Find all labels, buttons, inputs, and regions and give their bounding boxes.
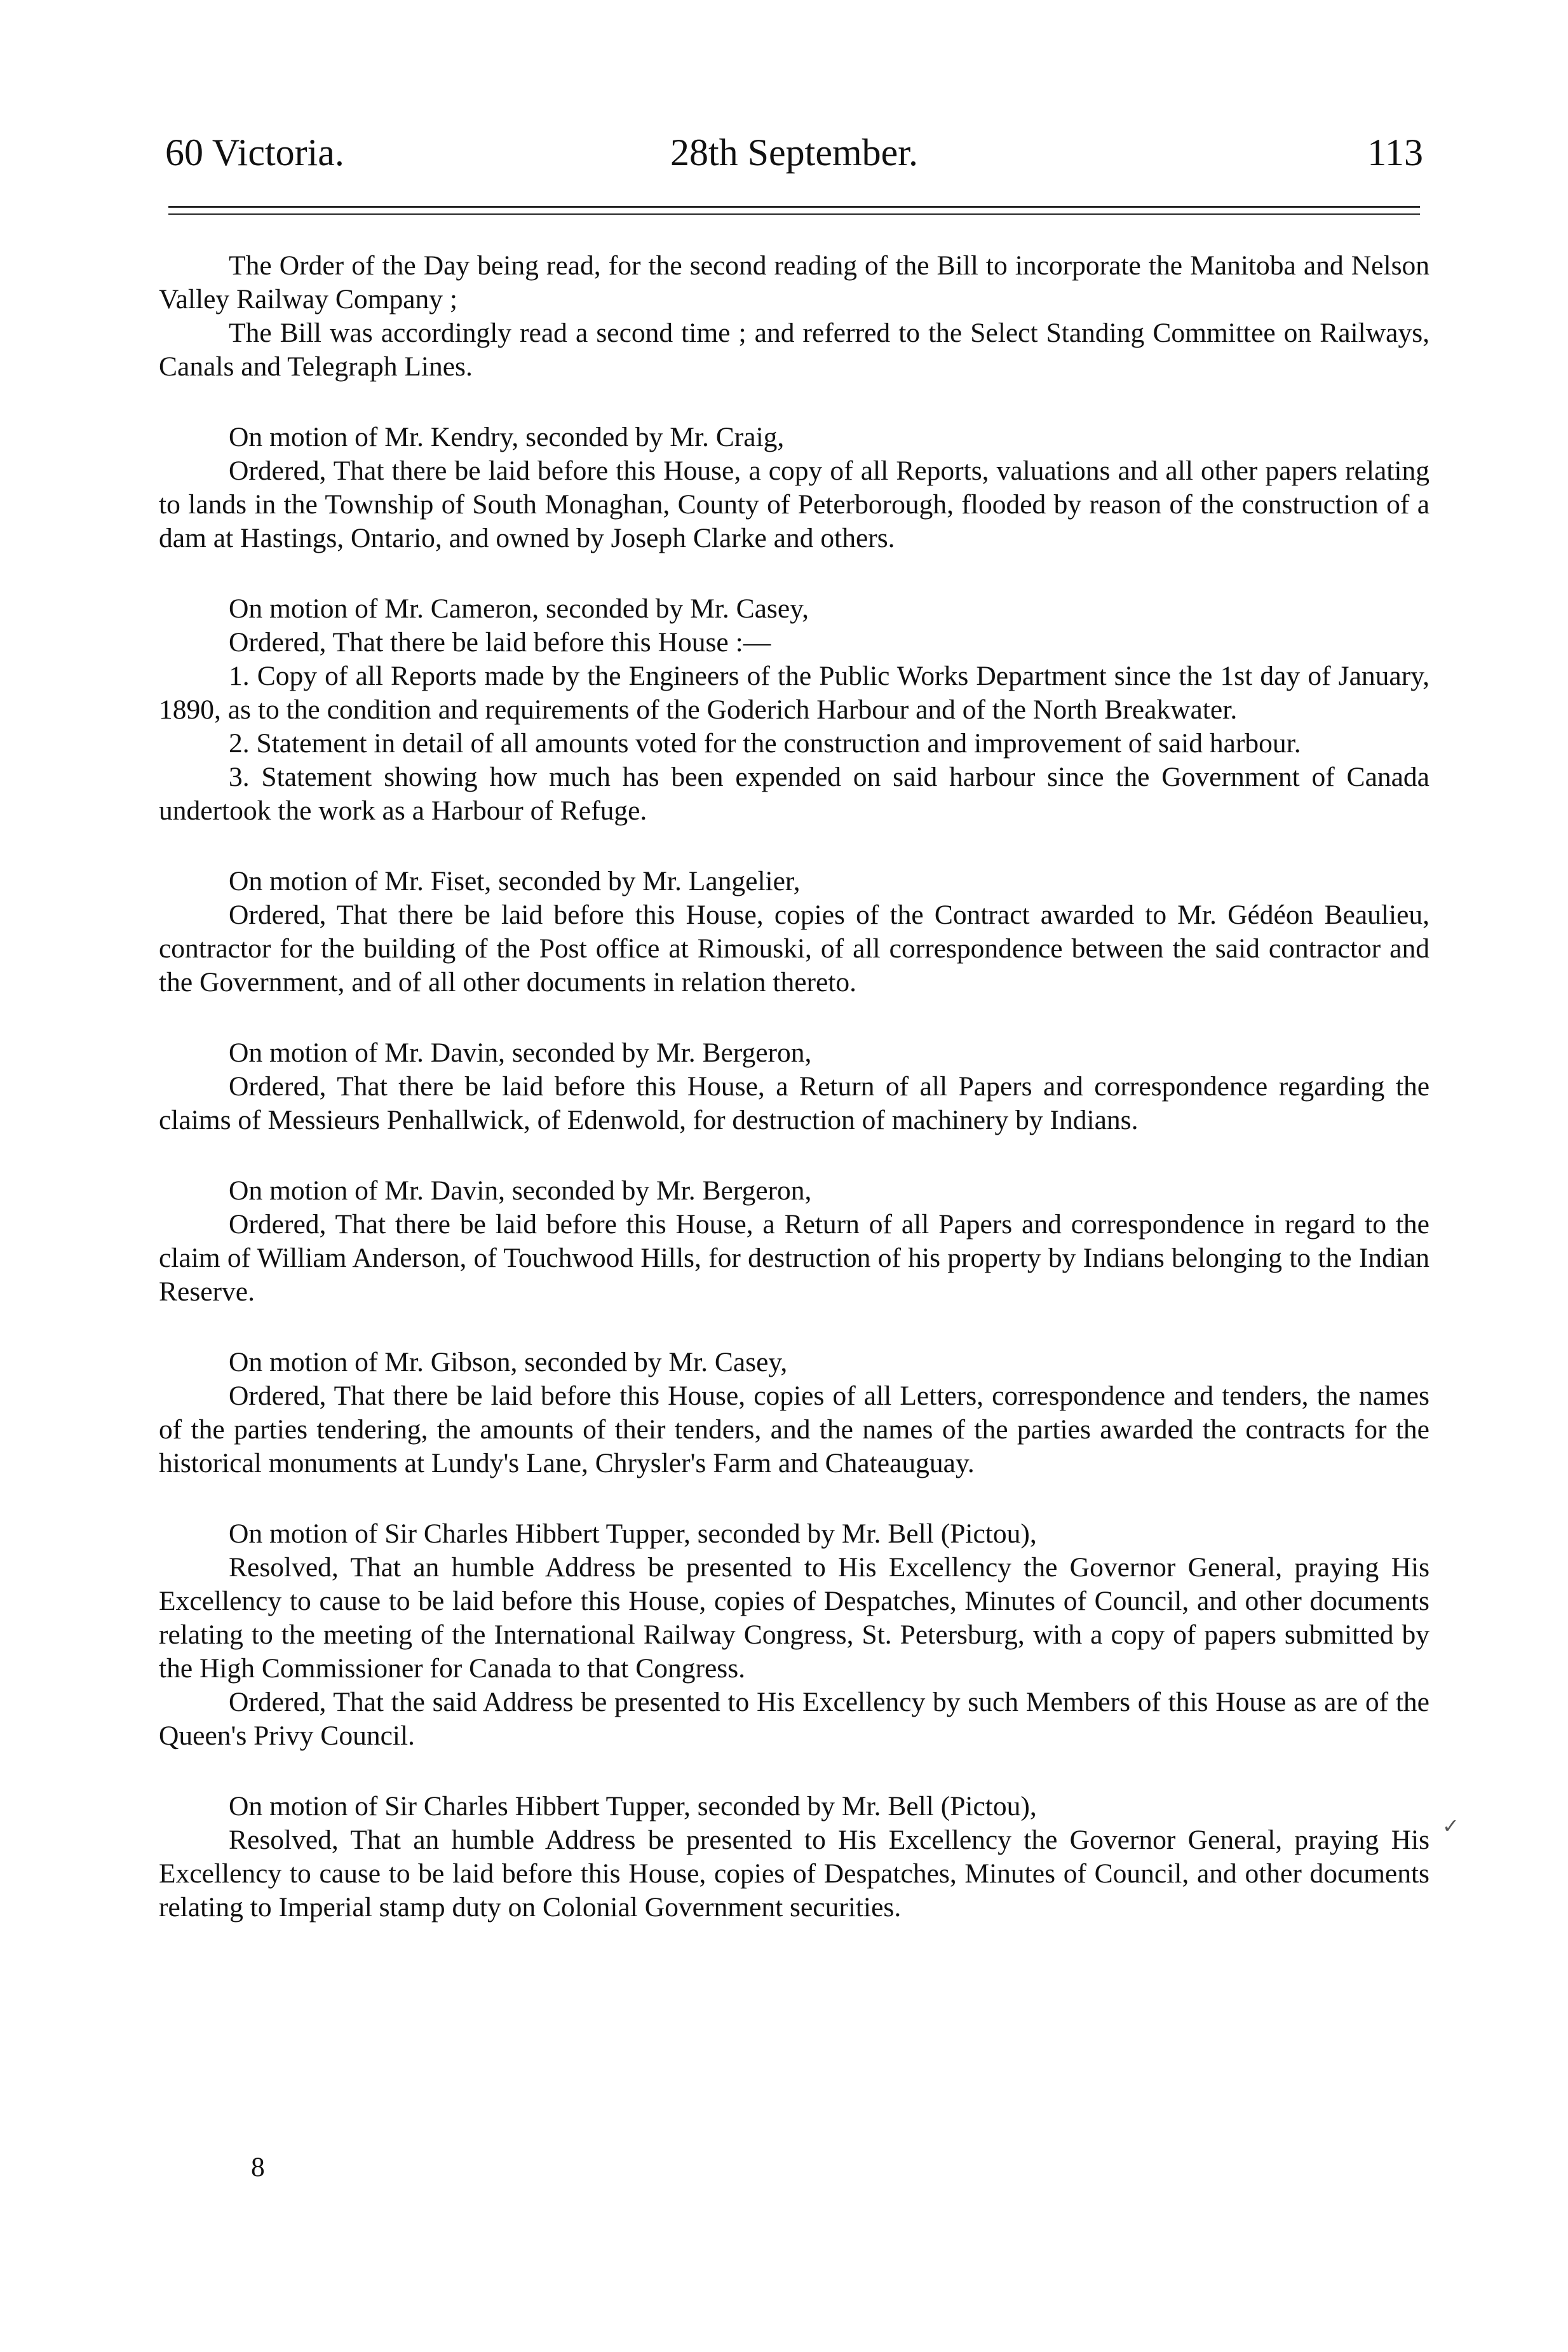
motion-line: On motion of Mr. Cameron, seconded by Mr. Casey,: [229, 593, 809, 624]
document-page: [159, 0, 1429, 2352]
entry-paragraph: The Bill was accordingly read a second time ; and referred to the Select Standing Committee on Railways, Canals and Telegraph Lines.: [159, 318, 1429, 382]
page-number: 113: [1367, 132, 1423, 173]
journal-entry: [159, 1036, 1429, 1137]
motion-line: On motion of Mr. Kendry, seconded by Mr. Craig,: [229, 422, 785, 452]
margin-tick-mark: ✓: [1442, 1814, 1459, 1838]
journal-entry: [159, 1346, 1429, 1480]
date-heading: 28th September.: [670, 132, 918, 173]
journal-entry: [159, 592, 1429, 828]
entry-paragraph: Ordered, That there be laid before this House, a Return of all Papers and correspondence regarding the claims of Messieurs Penhallwick, of Edenwold, for destruction of machinery by Indians.: [159, 1071, 1429, 1135]
motion-line: On motion of Mr. Fiset, seconded by Mr. Langelier,: [229, 866, 801, 896]
entry-paragraph: Ordered, That there be laid before this House, copies of the Contract awarded to Mr. Gédéon Beaulieu, contractor for the building of the Post office at Rimouski, of all correspondence between the said contractor and the Government, and of all other documents in relation thereto.: [159, 900, 1429, 997]
journal-entry: [159, 1790, 1429, 1924]
journal-entry: [159, 421, 1429, 555]
motion-line: On motion of Sir Charles Hibbert Tupper, seconded by Mr. Bell (Pictou),: [229, 1791, 1037, 1821]
entry-paragraph: 3. Statement showing how much has been expended on said harbour since the Government of Canada undertook the work as a Harbour of Refuge.: [159, 762, 1429, 826]
entry-paragraph: Ordered, That there be laid before this House, a copy of all Reports, valuations and all other papers relating to lands in the Township of South Monaghan, County of Peterborough, flooded by reason of the construction of a dam at Hastings, Ontario, and owned by Joseph Clarke and others.: [159, 456, 1429, 553]
journal-entry: [159, 865, 1429, 999]
motion-line: On motion of Mr. Davin, seconded by Mr. Bergeron,: [229, 1175, 812, 1206]
signature-mark: 8: [251, 2152, 265, 2182]
entry-paragraph: Ordered, That there be laid before this House, copies of all Letters, correspondence and tenders, the names of the parties tendering, the amounts of their tenders, and the names of the parties awarded the contracts for the historical monuments at Lundy's Lane, Chrysler's Farm and Chateauguay.: [159, 1381, 1429, 1478]
entry-paragraph: Ordered, That the said Address be presented to His Excellency by such Members of this House as are of the Queen's Privy Council.: [159, 1687, 1429, 1751]
entry-paragraph: Resolved, That an humble Address be presented to His Excellency the Governor General, praying His Excellency to cause to be laid before this House, copies of Despatches, Minutes of Council, and other documents relating to the meeting of the International Railway Congress, St. Petersburg, with a copy of papers submitted by the High Commissioner for Canada to that Congress.: [159, 1552, 1429, 1684]
entry-paragraph: Resolved, That an humble Address be presented to His Excellency the Governor General, praying His Excellency to cause to be laid before this House, copies of Despatches, Minutes of Council, and other documents relating to Imperial stamp duty on Colonial Government securities.: [159, 1825, 1429, 1923]
page-header: [159, 124, 1429, 181]
entry-paragraph: 1. Copy of all Reports made by the Engineers of the Public Works Department since the 1st day of January, 1890, as to the condition and requirements of the Goderich Harbour and of the North Breakwater.: [159, 661, 1429, 725]
motion-line: On motion of Sir Charles Hibbert Tupper, seconded by Mr. Bell (Pictou),: [229, 1518, 1037, 1549]
entry-paragraph: Ordered, That there be laid before this House, a Return of all Papers and correspondence in regard to the claim of William Anderson, of Touchwood Hills, for destruction of his property by Indians belonging to the Indian Reserve.: [159, 1209, 1429, 1307]
journal-entry: [159, 249, 1429, 384]
entry-paragraph: Ordered, That there be laid before this House :—: [229, 627, 771, 658]
header-rule-top: [168, 206, 1420, 208]
journal-entry: [159, 1517, 1429, 1753]
entry-paragraph: The Order of the Day being read, for the second reading of the Bill to incorporate the Manitoba and Nelson Valley Railway Company ;: [159, 250, 1429, 314]
journal-entry: [159, 1174, 1429, 1309]
journal-body: [159, 249, 1429, 1961]
header-rule-bottom: [168, 213, 1420, 215]
motion-line: On motion of Mr. Gibson, seconded by Mr. Casey,: [229, 1347, 788, 1377]
motion-line: On motion of Mr. Davin, seconded by Mr. Bergeron,: [229, 1037, 812, 1068]
session-label: 60 Victoria.: [165, 132, 344, 173]
entry-paragraph: 2. Statement in detail of all amounts voted for the construction and improvement of said harbour.: [229, 728, 1301, 759]
